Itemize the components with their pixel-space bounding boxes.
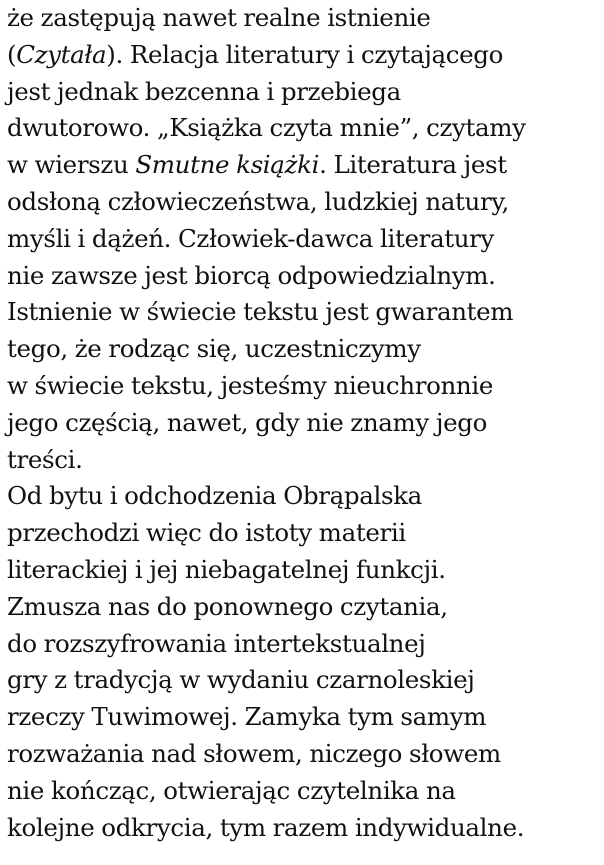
text-segment: odsłoną człowieczeństwa, ludzkiej natury, — [7, 186, 509, 216]
text-segment: literackiej i jej niebagatelnej funkcji. — [7, 554, 446, 584]
text-line — [7, 110, 602, 147]
text-segment: gry z tradycją w wydaniu czarnoleskiej — [7, 665, 475, 695]
text-segment: rzeczy Tuwimowej. Zamyka tym samym — [7, 702, 487, 732]
text-line — [7, 258, 602, 295]
text-segment: do rozszyfrowania intertekstualnej — [7, 628, 426, 658]
text-line — [7, 478, 602, 515]
text-line — [7, 773, 602, 810]
text-segment: myśli i dążeń. Człowiek-dawca literatury — [7, 223, 495, 253]
text-segment: ( — [7, 39, 17, 69]
text-line — [7, 331, 602, 368]
text-segment: w świecie tekstu, jesteśmy nieuchronnie — [7, 370, 493, 400]
text-line — [7, 0, 602, 37]
text-segment: ). Relacja literatury i czytającego — [106, 39, 503, 69]
text-line — [7, 515, 602, 552]
text-line — [7, 184, 602, 221]
text-segment: przechodzi więc do istoty materii — [7, 518, 406, 548]
text-line — [7, 37, 602, 74]
text-segment: dwutorowo. „Książka czyta mnie”, czytamy — [7, 113, 526, 143]
text-segment: nie zawsze jest biorcą odpowiedzialnym. — [7, 260, 496, 290]
text-line — [7, 221, 602, 258]
text-line — [7, 552, 602, 589]
text-line — [7, 736, 602, 773]
text-segment: rozważania nad słowem, niczego słowem — [7, 738, 501, 768]
body-text — [7, 0, 602, 846]
text-segment: Zmusza nas do ponownego czytania, — [7, 591, 448, 621]
text-line — [7, 74, 602, 111]
text-segment: jest jednak bezcenna i przebiega — [7, 76, 401, 106]
text-line — [7, 368, 602, 405]
text-segment: . Literatura jest — [319, 150, 507, 180]
italic-title-text: Smutne książki — [135, 150, 320, 180]
text-segment: Istnienie w świecie tekstu jest gwarantem — [7, 297, 514, 327]
text-line — [7, 810, 602, 847]
text-line — [7, 589, 602, 626]
text-line — [7, 294, 602, 331]
text-segment: jego częścią, nawet, gdy nie znamy jego — [7, 407, 487, 437]
text-line — [7, 405, 602, 442]
text-line — [7, 626, 602, 663]
text-segment: nie kończąc, otwierając czytelnika na — [7, 775, 456, 805]
italic-title-text: Czytała — [16, 39, 107, 69]
text-line — [7, 699, 602, 736]
text-line — [7, 442, 602, 479]
text-segment: że zastępują nawet realne istnienie — [7, 3, 431, 32]
text-line — [7, 147, 602, 184]
text-segment: Od bytu i odchodzenia Obrąpalska — [7, 481, 422, 511]
text-segment: tego, że rodząc się, uczestniczymy — [7, 334, 421, 364]
text-line — [7, 662, 602, 699]
text-segment: treści. — [7, 444, 83, 474]
text-segment: w wierszu — [7, 150, 136, 180]
text-segment: kolejne odkrycia, tym razem indywidualne. — [7, 812, 525, 842]
